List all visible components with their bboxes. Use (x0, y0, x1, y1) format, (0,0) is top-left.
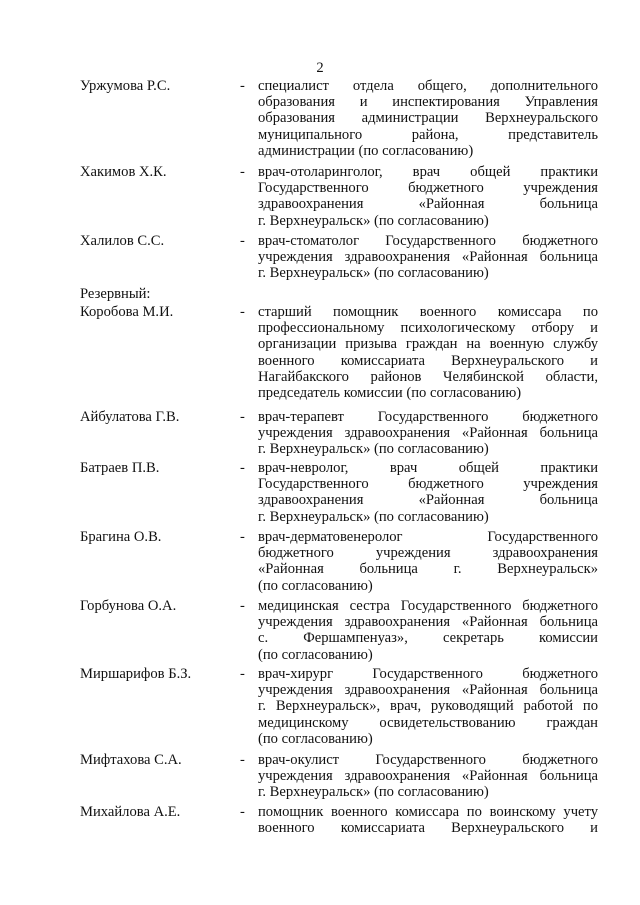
position-line: военного комиссариата Верхнеуральского и (258, 352, 598, 369)
position-line: врач-невролог, врач общей практики (258, 460, 598, 476)
member-position (258, 460, 598, 525)
position-line: здравоохранения «Районная больница (258, 196, 598, 213)
position-line: с. Фершампенуаз», секретарь комиссии (258, 630, 598, 647)
member-position (258, 233, 598, 282)
position-line: Нагайбакского районов Челябинской области, (258, 368, 598, 385)
entry-dash: - (240, 304, 245, 320)
position-line: г. Верхнеуральск» (по согласованию) (258, 441, 489, 458)
position-line: г. Верхнеуральск», врач, руководящий работой по (258, 698, 598, 715)
position-line: (по согласованию) (258, 577, 373, 594)
page-number: 2 (316, 60, 324, 76)
position-line: председатель комиссии (по согласованию) (258, 384, 522, 401)
position-line: (по согласованию) (258, 646, 373, 663)
position-line: образования администрации Верхнеуральского (258, 110, 598, 127)
position-line: г. Верхнеуральск» (по согласованию) (258, 212, 489, 229)
entry-dash: - (240, 78, 245, 94)
position-line: врач-окулист Государственного бюджетного (258, 752, 598, 768)
position-line: здравоохранения «Районная больница (258, 492, 598, 509)
position-line: учреждения здравоохранения «Районная больница (258, 768, 598, 785)
position-line: врач-хирург Государственного бюджетного (258, 666, 598, 682)
member-name: Айбулатова Г.В. (80, 409, 180, 425)
entry-dash: - (240, 598, 245, 614)
position-line: помощник военного комиссара по воинскому учету (258, 804, 598, 820)
position-line: профессиональному психологическому отбору и (258, 320, 598, 337)
position-line: военного комиссариата Верхнеуральского и (258, 820, 598, 837)
position-line: муниципального района, представитель (258, 126, 598, 143)
position-line: врач-дерматовенеролог Государственного (258, 529, 598, 545)
position-line: (по согласованию) (258, 730, 373, 747)
member-position (258, 78, 598, 159)
position-line: специалист отдела общего, дополнительного (258, 78, 598, 94)
member-name: Михайлова А.Е. (80, 804, 181, 820)
position-line: врач-терапевт Государственного бюджетного (258, 409, 598, 425)
member-position (258, 666, 598, 747)
member-position (258, 304, 598, 401)
position-line: Государственного бюджетного учреждения (258, 476, 598, 493)
position-line: образования и инспектирования Управления (258, 94, 598, 111)
position-line: администрации (по согласованию) (258, 142, 474, 159)
member-name: Батраев П.В. (80, 460, 160, 476)
position-line: врач-стоматолог Государственного бюджетного (258, 233, 598, 249)
position-line: медицинская сестра Государственного бюджетного (258, 598, 598, 614)
position-line: г. Верхнеуральск» (по согласованию) (258, 508, 489, 525)
member-name: Брагина О.В. (80, 529, 162, 545)
member-name: Халилов С.С. (80, 233, 165, 249)
position-line: учреждения здравоохранения «Районная больница (258, 425, 598, 442)
member-name: Миршарифов Б.З. (80, 666, 192, 682)
entry-dash: - (240, 164, 245, 180)
position-line: старший помощник военного комиссара по (258, 304, 598, 320)
member-position (258, 804, 598, 836)
member-name: Мифтахова С.А. (80, 752, 182, 768)
position-line: врач-отоларинголог, врач общей практики (258, 164, 598, 180)
entry-dash: - (240, 529, 245, 545)
position-line: учреждения здравоохранения «Районная больница (258, 614, 598, 631)
entry-dash: - (240, 752, 245, 768)
member-position (258, 164, 598, 229)
position-line: Государственного бюджетного учреждения (258, 180, 598, 197)
entry-dash: - (240, 460, 245, 476)
member-position (258, 598, 598, 663)
entry-dash: - (240, 409, 245, 425)
entry-dash: - (240, 233, 245, 249)
position-line: «Районная больница г. Верхнеуральск» (258, 561, 598, 578)
entry-dash: - (240, 804, 245, 820)
position-line: учреждения здравоохранения «Районная больница (258, 249, 598, 266)
position-line: организации призыва граждан на военную службу (258, 336, 598, 353)
position-line: г. Верхнеуральск» (по согласованию) (258, 265, 489, 282)
position-line: бюджетного учреждения здравоохранения (258, 545, 598, 562)
member-name: Хакимов Х.К. (80, 164, 167, 180)
member-position (258, 529, 598, 594)
reserve-label: Резервный: (80, 286, 151, 302)
entry-dash: - (240, 666, 245, 682)
member-position (258, 752, 598, 801)
member-position (258, 409, 598, 458)
position-line: г. Верхнеуральск» (по согласованию) (258, 784, 489, 801)
member-name: Коробова М.И. (80, 304, 174, 320)
member-name: Горбунова О.А. (80, 598, 177, 614)
position-line: учреждения здравоохранения «Районная больница (258, 682, 598, 699)
position-line: медицинскому освидетельствованию граждан (258, 714, 598, 731)
member-name: Уржумова Р.С. (80, 78, 171, 94)
